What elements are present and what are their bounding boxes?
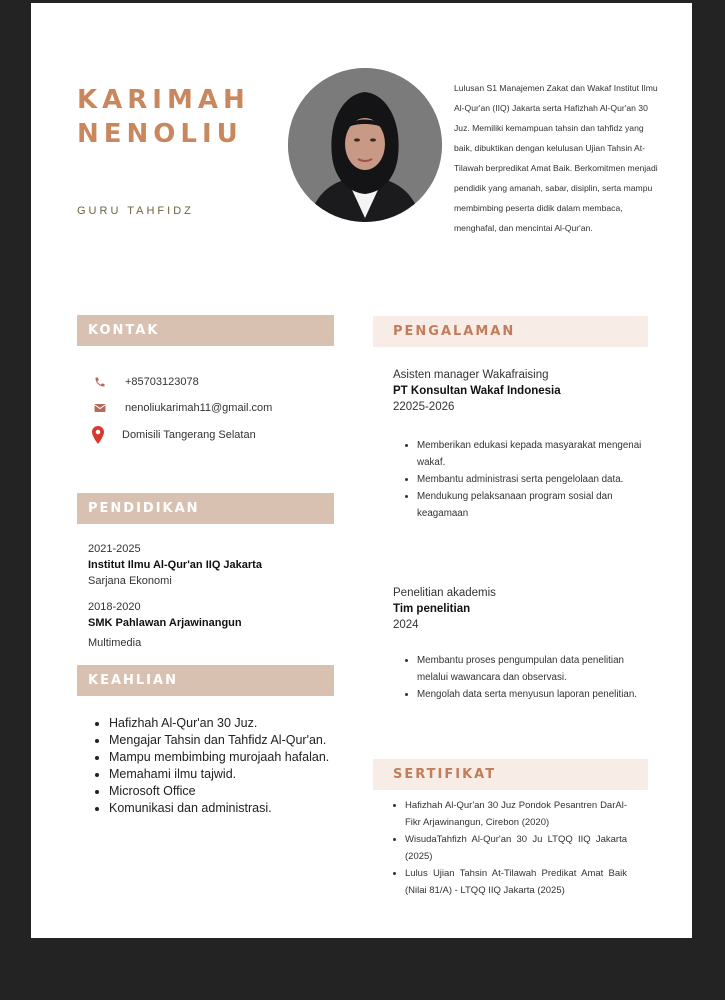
education-years: 2018-2020 xyxy=(88,601,141,613)
certificates-section-header: SERTIFIKAT xyxy=(373,759,648,790)
certificate-item: • WisudaTahfizh Al-Qur'an 30 Ju LTQQ IIQ Jakarta (2025) xyxy=(405,831,627,865)
skill-item: • Hafizhah Al-Qur'an 30 Juz. xyxy=(109,715,353,732)
skill-item: • Microsoft Office xyxy=(109,783,353,800)
address-text: Domisili Tangerang Selatan xyxy=(122,429,256,441)
experience-company: Tim penelitian xyxy=(393,603,471,615)
skill-item: • Mampu membimbing murojaah hafalan. xyxy=(109,749,353,766)
education-degree: Multimedia xyxy=(88,637,142,649)
duty-item: • Mendukung pelaksanaan program sosial dan keagamaan xyxy=(417,488,655,522)
education-institution: SMK Pahlawan Arjawinangun xyxy=(88,617,242,629)
contact-section-header: KONTAK xyxy=(77,315,334,346)
education-section-header: PENDIDIKAN xyxy=(77,493,334,524)
contact-email-row xyxy=(93,401,272,415)
experience-section-header: PENGALAMAN xyxy=(373,316,648,347)
contact-phone-row xyxy=(93,375,199,389)
education-years: 2021-2025 xyxy=(88,543,141,555)
profile-photo xyxy=(288,68,442,222)
job-title: GURU TAHFIDZ xyxy=(77,205,194,217)
profile-summary: Lulusan S1 Manajemen Zakat dan Wakaf Institut Ilmu Al-Qur'an (IIQ) Jakarta serta Hafizhah Al-Qur'an 30 Juz. Memiliki kemampuan tahsin dan tahfidz yang baik, dibuktikan dengan kelulusan Ujian Tahsin At-Tilawah berpredikat Amat Baik. Berkomitmen menjadi pendidik yang amanah, sabar, disiplin, serta mampu membimbing peserta didik dalam membaca, menghafal, dan mencintai Al-Qur'an. xyxy=(454,83,658,233)
phone-number: +85703123078 xyxy=(125,376,199,388)
skill-item: • Komunikasi dan administrasi. xyxy=(109,800,353,817)
resume-page xyxy=(31,3,692,938)
education-degree: Sarjana Ekonomi xyxy=(88,575,172,587)
skills-section-header: KEAHLIAN xyxy=(77,665,334,696)
skill-item: • Memahami ilmu tajwid. xyxy=(109,766,353,783)
candidate-name xyxy=(77,83,250,151)
experience-position: Asisten manager Wakafraising xyxy=(393,369,549,381)
email-address: nenoliukarimah11@gmail.com xyxy=(125,402,273,414)
education-item xyxy=(88,599,242,651)
contact-address-row xyxy=(91,428,256,442)
skills-list xyxy=(93,715,353,817)
experience-item xyxy=(393,367,561,415)
duty-item: • Membantu administrasi serta pengelolaan data. xyxy=(417,471,655,488)
experience-duties xyxy=(405,652,655,703)
experience-years: 2024 xyxy=(393,619,419,631)
duty-item: • Mengolah data serta menyusun laporan penelitian. xyxy=(417,686,655,703)
certificate-item: • Hafizhah Al-Qur'an 30 Juz Pondok Pesantren DarAl-Fikr Arjawinangun, Cirebon (2020) xyxy=(405,797,627,831)
experience-years: 22025-2026 xyxy=(393,401,455,413)
education-institution: Institut Ilmu Al-Qur'an IIQ Jakarta xyxy=(88,559,262,571)
map-pin-icon xyxy=(91,428,105,442)
last-name: NENOLIU xyxy=(77,119,243,149)
experience-company: PT Konsultan Wakaf Indonesia xyxy=(393,385,561,397)
certificate-item: • Lulus Ujian Tahsin At-Tilawah Predikat Amat Baik (Nilai 81/A) - LTQQ IIQ Jakarta (2025) xyxy=(405,865,627,899)
education-item xyxy=(88,541,262,589)
portrait-illustration xyxy=(288,68,442,222)
phone-icon xyxy=(93,375,107,389)
experience-item xyxy=(393,585,496,633)
experience-position: Penelitian akademis xyxy=(393,587,496,599)
certificates-list xyxy=(389,797,627,899)
first-name: KARIMAH xyxy=(77,85,250,115)
duty-item: • Memberikan edukasi kepada masyarakat mengenai wakaf. xyxy=(417,437,655,471)
duty-item: • Membantu proses pengumpulan data penelitian melalui wawancara dan observasi. xyxy=(417,652,655,686)
skill-item: • Mengajar Tahsin dan Tahfidz Al-Qur'an. xyxy=(109,732,353,749)
envelope-icon xyxy=(93,401,107,415)
experience-duties xyxy=(405,437,655,522)
